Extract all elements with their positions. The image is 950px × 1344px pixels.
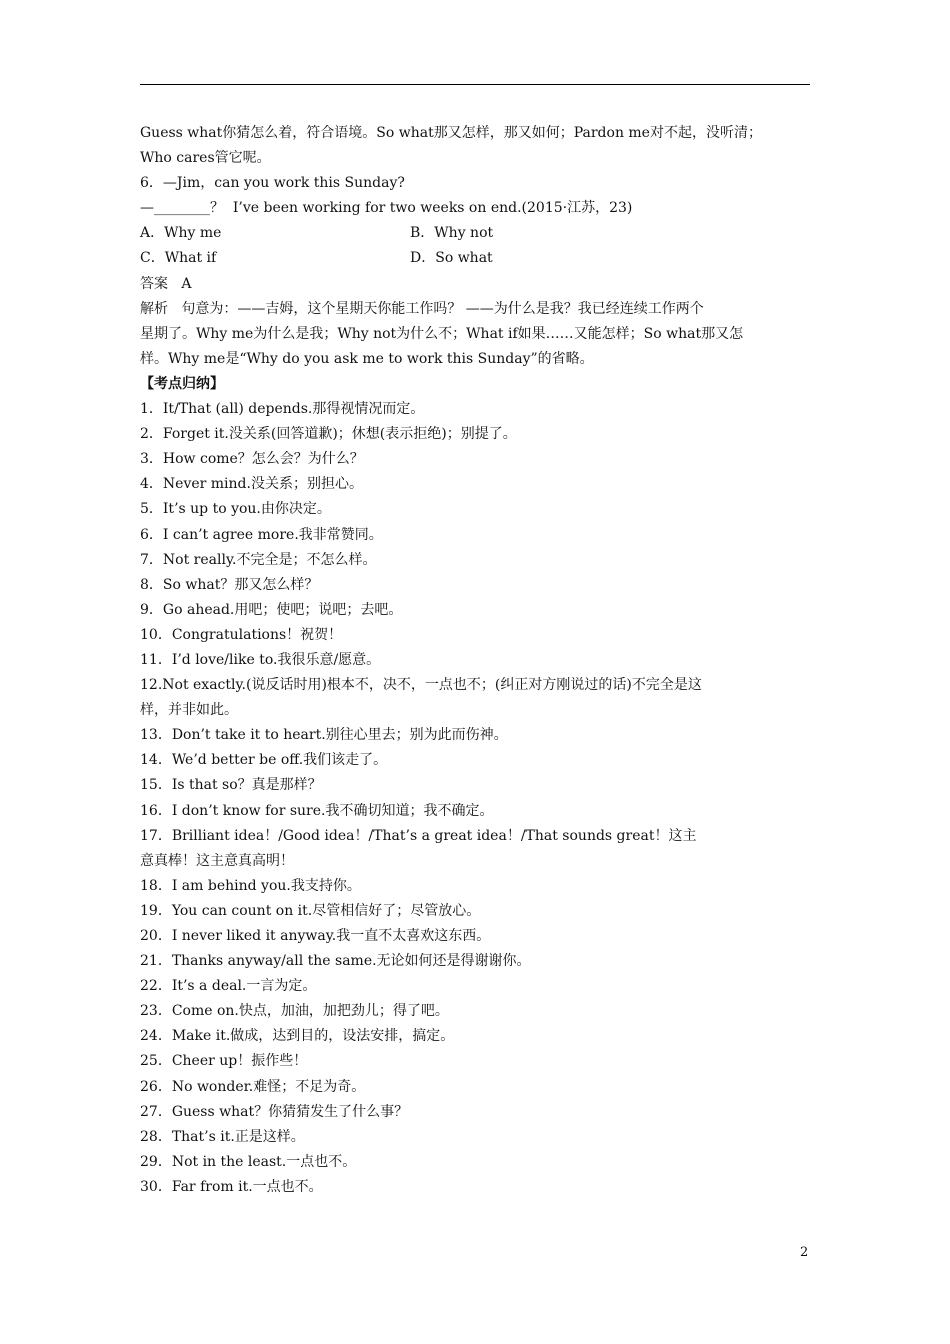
summary-item: 意真棒！这主意真高明！ xyxy=(140,852,294,869)
summary-item: 10．Congratulations！祝贺！ xyxy=(140,626,343,643)
summary-item: 26．No wonder.难怪；不足为奇。 xyxy=(140,1078,366,1095)
question-stem: 6．—Jim，can you work this Sunday? xyxy=(140,175,405,192)
summary-item: 21．Thanks anyway/all the same.无论如何还是得谢谢你。 xyxy=(140,953,531,970)
summary-list xyxy=(140,397,816,1200)
summary-item: 1．It/That (all) depends.那得视情况而定。 xyxy=(140,401,425,418)
option-d: D．So what xyxy=(410,250,493,267)
analysis-line: 星期了。Why me为什么是我；Why not为什么不；What if如果……又能怎样；So what那又怎 xyxy=(140,325,744,342)
summary-item: 12.Not exactly.(说反话时用)根本不，决不，一点也不；(纠正对方刚说过的话)不完全是这 xyxy=(140,677,702,694)
summary-heading: 【考点归纳】 xyxy=(140,375,224,392)
summary-item: 9．Go ahead.用吧；使吧；说吧；去吧。 xyxy=(140,601,403,618)
summary-item: 24．Make it.做成，达到目的，设法安排，搞定。 xyxy=(140,1028,455,1045)
page-number: 2 xyxy=(800,1245,809,1260)
answer-line: 答案 A xyxy=(140,275,192,292)
summary-item: 30．Far from it.一点也不。 xyxy=(140,1178,323,1195)
option-a: A．Why me xyxy=(140,225,222,242)
summary-item: 19．You can count on it.尽管相信好了；尽管放心。 xyxy=(140,902,481,919)
summary-item: 25．Cheer up！振作些！ xyxy=(140,1053,308,1070)
option-c: C．What if xyxy=(140,250,217,267)
page-body xyxy=(140,121,816,1200)
summary-item: 23．Come on.快点，加油，加把劲儿；得了吧。 xyxy=(140,1003,449,1020)
summary-item: 5．It’s up to you.由你决定。 xyxy=(140,501,331,518)
summary-item: 2．Forget it.没关系(回答道歉)；休想(表示拒绝)；别提了。 xyxy=(140,426,517,443)
summary-item: 17．Brilliant idea！/Good idea！/That’s a great idea！/That sounds great！这主 xyxy=(140,827,697,844)
summary-item: 3．How come？怎么会？为什么？ xyxy=(140,451,364,468)
summary-item: 6．I can’t agree more.我非常赞同。 xyxy=(140,526,383,543)
summary-item: 11．I’d love/like to.我很乐意/愿意。 xyxy=(140,651,381,668)
intro-line: Guess what你猜怎么着，符合语境。So what那又怎样，那又如何；Pardon me对不起，没听清； xyxy=(140,125,762,141)
summary-item: 样，并非如此。 xyxy=(140,702,238,719)
summary-item: 15．Is that so？真是那样？ xyxy=(140,777,322,794)
summary-item: 27．Guess what？你猜猜发生了什么事？ xyxy=(140,1103,409,1120)
summary-item: 7．Not really.不完全是；不怎么样。 xyxy=(140,551,377,568)
summary-item: 22．It’s a deal.一言为定。 xyxy=(140,978,317,995)
summary-item: 4．Never mind.没关系；别担心。 xyxy=(140,476,363,493)
intro-line: Who cares管它呢。 xyxy=(140,150,271,167)
header-rule xyxy=(140,84,810,85)
summary-item: 13．Don’t take it to heart.别往心里去；别为此而伤神。 xyxy=(140,727,508,744)
summary-item: 18．I am behind you.我支持你。 xyxy=(140,877,361,894)
question-blank-line: —________？ I’ve been working for two weeks on end.(2015·江苏，23) xyxy=(140,200,633,217)
summary-item: 29．Not in the least.一点也不。 xyxy=(140,1153,357,1170)
analysis-line: 解析 句意为：——吉姆，这个星期天你能工作吗？ ——为什么是我？我已经连续工作两个 xyxy=(140,300,704,317)
summary-item: 16．I don’t know for sure.我不确切知道；我不确定。 xyxy=(140,802,494,819)
summary-item: 28．That’s it.正是这样。 xyxy=(140,1128,305,1145)
summary-item: 20．I never liked it anyway.我一直不太喜欢这东西。 xyxy=(140,928,491,944)
option-b: B．Why not xyxy=(410,225,494,242)
summary-item: 14．We’d better be off.我们该走了。 xyxy=(140,752,388,769)
options-row xyxy=(140,221,816,246)
options-row xyxy=(140,246,816,271)
summary-item: 8．So what？那又怎么样？ xyxy=(140,576,319,593)
analysis-line: 样。Why me是“Why do you ask me to work this Sunday”的省略。 xyxy=(140,350,594,367)
